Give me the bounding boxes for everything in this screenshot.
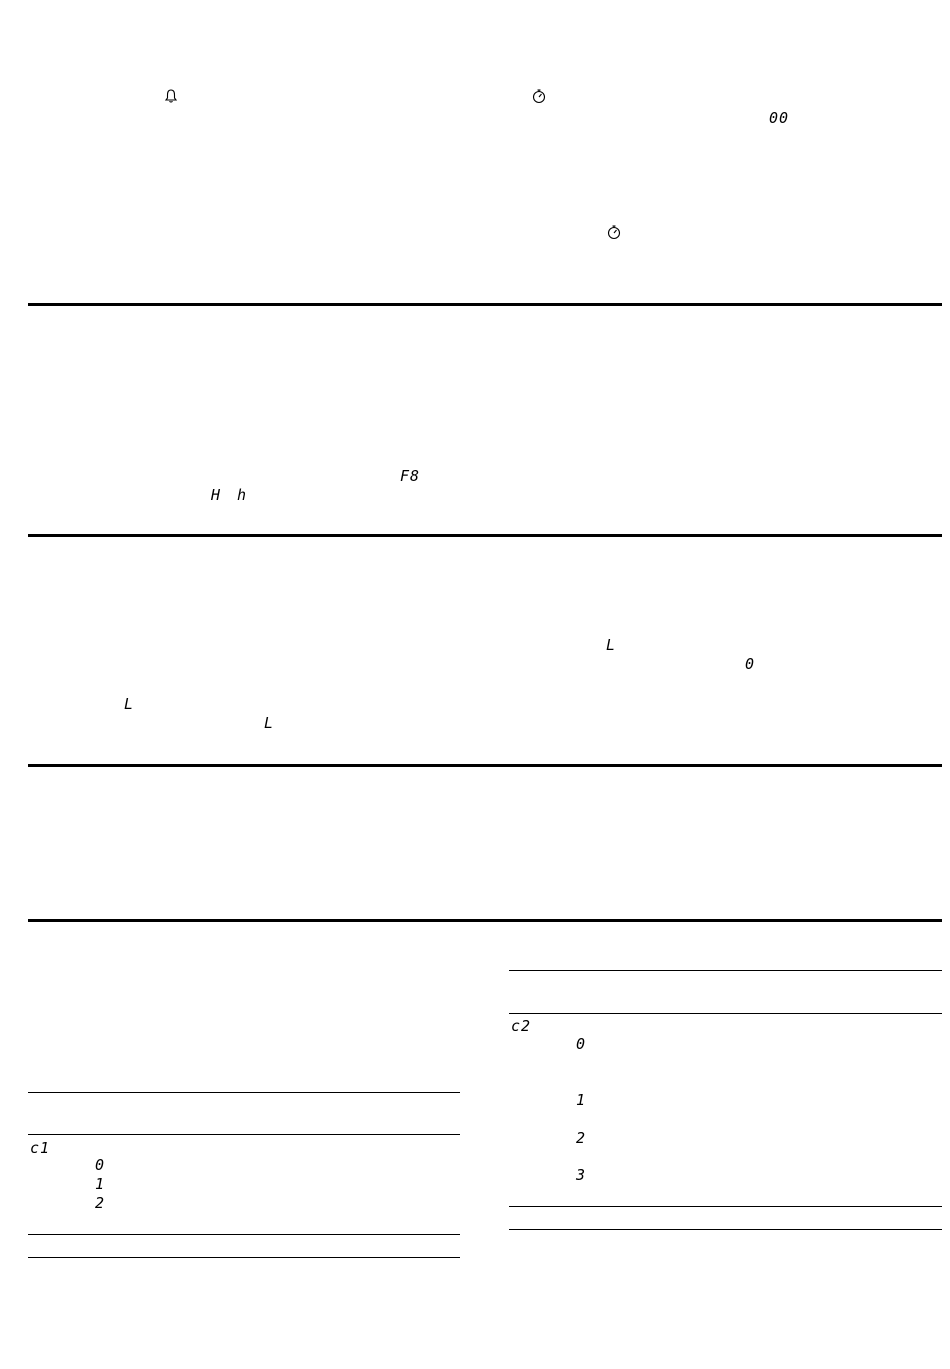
- lock-symbol-display: L: [606, 636, 617, 654]
- setting-code-c2: c2: [511, 1017, 532, 1035]
- timer-display: 00: [769, 109, 790, 127]
- setting-option: 0: [95, 1156, 106, 1174]
- table-rule: [28, 1092, 460, 1093]
- setting-code-c1: c1: [30, 1139, 51, 1157]
- table-rule: [28, 1134, 460, 1135]
- setting-option: 1: [576, 1091, 587, 1109]
- zero-display: 0: [745, 655, 756, 673]
- setting-option: 2: [95, 1194, 106, 1212]
- table-rule: [509, 1013, 942, 1014]
- section-divider: [28, 764, 942, 767]
- stopwatch-icon: [531, 88, 547, 104]
- setting-option: 0: [576, 1035, 587, 1053]
- lock-symbol-display: L: [264, 714, 275, 732]
- setting-option: 3: [576, 1166, 587, 1184]
- error-code-display: F8: [400, 467, 421, 485]
- section-divider: [28, 534, 942, 537]
- table-rule: [509, 1206, 942, 1207]
- residual-heat-display: H h: [211, 486, 251, 504]
- section-divider: [28, 303, 942, 306]
- table-rule: [509, 970, 942, 971]
- setting-option: 1: [95, 1175, 106, 1193]
- bell-icon: [163, 88, 179, 104]
- setting-option: 2: [576, 1129, 587, 1147]
- stopwatch-icon: [606, 224, 622, 240]
- lock-symbol-display: L: [124, 695, 135, 713]
- table-rule: [28, 1234, 460, 1235]
- section-divider: [28, 919, 942, 922]
- table-rule: [509, 1229, 942, 1230]
- table-rule: [28, 1257, 460, 1258]
